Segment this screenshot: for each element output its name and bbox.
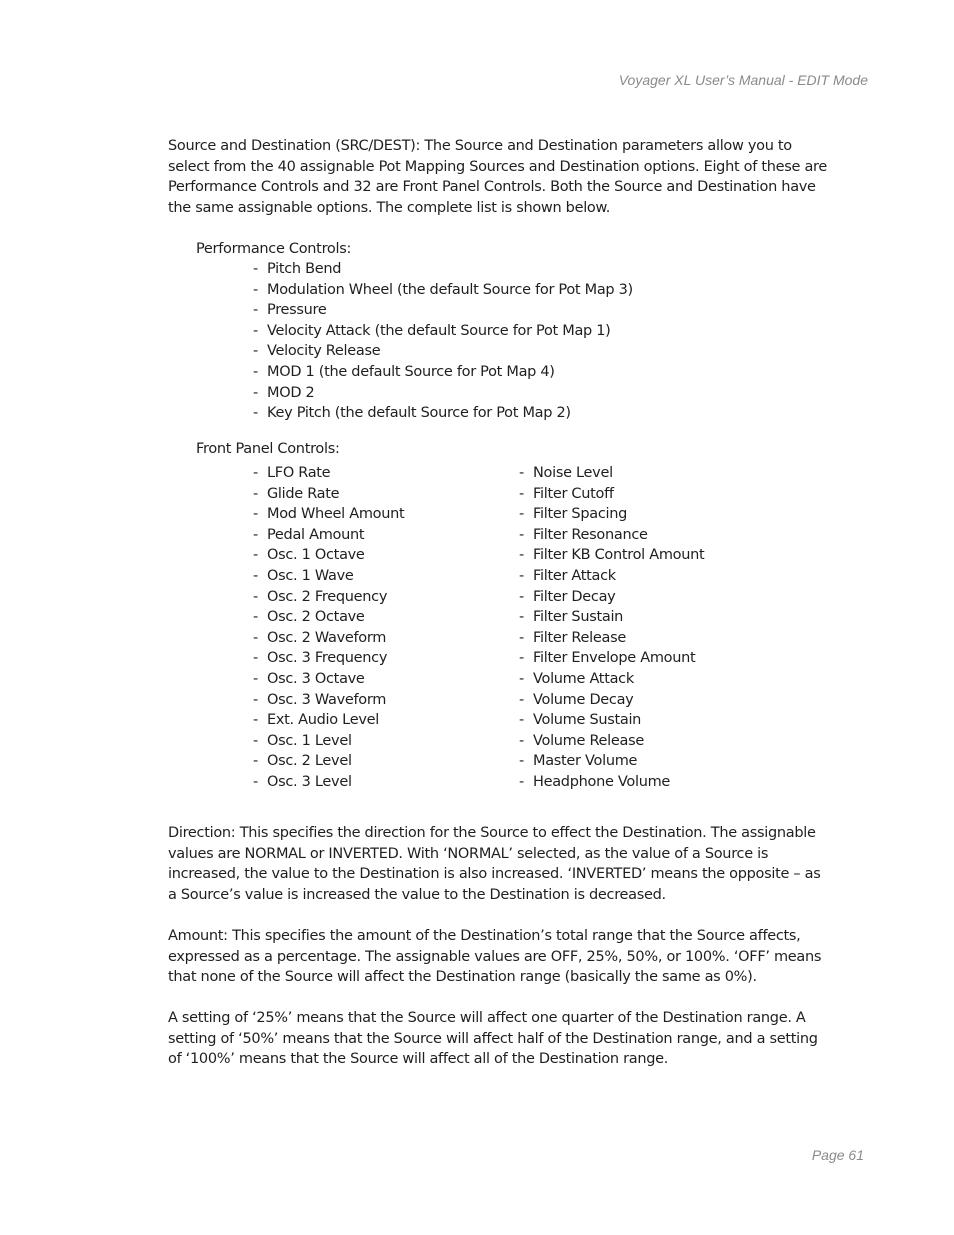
performance-controls-list — [253, 259, 633, 424]
list-item: - Velocity Attack (the default Source for Pot Map 1) — [253, 322, 611, 339]
intro-paragraph: Source and Destination (SRC/DEST): The Source and Destination parameters allow you to select from the 40 assignable Pot Mapping Sources and Destination options. Eight of these are Performance Controls and 32 are Front Panel Controls. Both the Source and Destination have the same assignable options. The complete list is shown below. — [168, 138, 827, 216]
list-item: - Filter Decay — [519, 588, 616, 605]
list-item: - Filter Spacing — [519, 506, 628, 523]
list-item: - Ext. Audio Level — [253, 712, 379, 729]
list-item: - Osc. 1 Octave — [253, 547, 365, 564]
list-item: - LFO Rate — [253, 465, 331, 481]
list-item: - Volume Decay — [519, 691, 634, 708]
list-item: - Filter Attack — [519, 567, 616, 584]
list-item: - Volume Attack — [519, 670, 634, 687]
list-item: - Velocity Release — [253, 343, 381, 360]
front-panel-controls-list-right — [519, 463, 704, 793]
list-item: - Key Pitch (the default Source for Pot Map 2) — [253, 405, 571, 422]
list-item: - Filter Resonance — [519, 526, 648, 543]
list-item: - Headphone Volume — [519, 773, 671, 790]
list-item: - Filter Sustain — [519, 609, 624, 626]
list-item: - Osc. 2 Octave — [253, 609, 365, 626]
list-item: - Filter Release — [519, 629, 626, 646]
front-panel-controls-heading: Front Panel Controls: — [196, 441, 340, 457]
list-item: - Filter Cutoff — [519, 485, 614, 502]
list-item: - Pressure — [253, 302, 327, 319]
list-item: - Osc. 2 Level — [253, 753, 352, 770]
list-item: - Osc. 2 Waveform — [253, 629, 387, 646]
list-item: - Glide Rate — [253, 485, 340, 502]
list-item: - Osc. 3 Level — [253, 773, 352, 790]
list-item: - MOD 1 (the default Source for Pot Map 4) — [253, 363, 555, 380]
list-item: - Mod Wheel Amount — [253, 506, 405, 523]
amount-paragraph: Amount: This specifies the amount of the Destination’s total range that the Source affects, expressed as a percentage. The assignable values are OFF, 25%, 50%, or 100%. ‘OFF’ means that none of the Source will affect the Destination range (basically the same as 0%). — [168, 928, 822, 986]
list-item: - Pitch Bend — [253, 261, 342, 277]
list-item: - Noise Level — [519, 465, 613, 481]
list-item: - Filter KB Control Amount — [519, 547, 705, 564]
setting-paragraph: A setting of ‘25%’ means that the Source will affect one quarter of the Destination range. A setting of ‘50%’ means that the Source will affect half of the Destination range, and a setting of ‘100%’ means that the Source will affect all of the Destination range. — [168, 1010, 818, 1068]
list-item: - Filter Envelope Amount — [519, 650, 696, 667]
list-item: - Osc. 1 Wave — [253, 567, 354, 584]
list-item: - Volume Release — [519, 732, 644, 749]
list-item: - MOD 2 — [253, 384, 315, 401]
list-item: - Osc. 3 Frequency — [253, 650, 388, 667]
list-item: - Osc. 3 Octave — [253, 670, 365, 687]
list-item: - Osc. 2 Frequency — [253, 588, 388, 605]
list-item: - Osc. 1 Level — [253, 732, 352, 749]
list-item: - Modulation Wheel (the default Source for Pot Map 3) — [253, 281, 633, 298]
list-item: - Volume Sustain — [519, 712, 642, 729]
running-header: Voyager XL User’s Manual - EDIT Mode — [618, 72, 868, 88]
direction-paragraph: Direction: This specifies the direction for the Source to effect the Destination. The assignable values are NORMAL or INVERTED. With ‘NORMAL’ selected, as the value of a Source is increased, the value to the Destination is also increased. ‘INVERTED’ means the opposite – as a Source’s value is increased the value to the Destination is decreased. — [168, 825, 821, 903]
front-panel-controls-list-left — [253, 463, 404, 793]
list-item: - Osc. 3 Waveform — [253, 691, 387, 708]
list-item: - Pedal Amount — [253, 526, 365, 543]
page-number: Page 61 — [811, 1147, 864, 1163]
list-item: - Master Volume — [519, 753, 638, 770]
performance-controls-heading: Performance Controls: — [196, 241, 352, 257]
